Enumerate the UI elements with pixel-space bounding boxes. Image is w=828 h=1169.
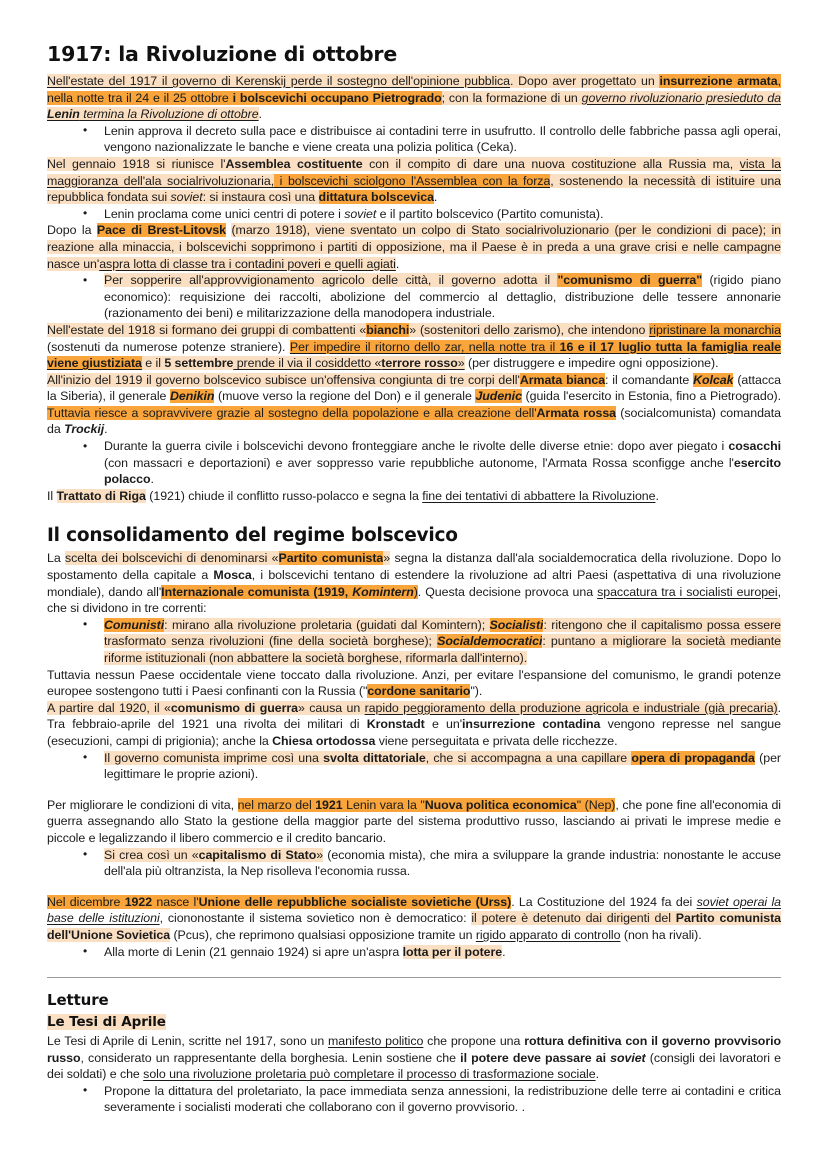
highlight-light: Nell'estate del 1918 si formano dei gruppi di combattenti « bbox=[47, 322, 367, 337]
list-item: • Alla morte di Lenin (21 gennaio 1924) si apre un'aspra lotta per il potere. bbox=[47, 944, 781, 961]
bullet-list bbox=[47, 206, 781, 223]
highlight-light: A partire dal 1920, il « bbox=[47, 700, 171, 715]
highlight-light: » bbox=[316, 847, 324, 862]
highlight-strong: Internazionale comunista (1919, bbox=[161, 584, 353, 599]
section-divider bbox=[47, 977, 781, 978]
bold-term: Chiesa ortodossa bbox=[272, 733, 376, 748]
highlight-light: : puntano a migliorare la società mediante riforme istituzionali (non abbattere la società borghese, riformarla dall'interno). bbox=[104, 634, 781, 665]
paragraph-p6: Il Trattato di Riga (1921) chiude il conflitto russo-polacco e segna la fine dei tentativi di abbattere la Rivoluzione. bbox=[47, 488, 659, 503]
highlight-strong: bianchi bbox=[366, 322, 410, 337]
paragraph-p12: Le Tesi di Aprile di Lenin, scritte nel 1917, sono un manifesto politico che propone una rottura definitiva con il governo provvisorio russo, considerato un rappresentante della borghesia. Lenin sostiene che il potere deve passare ai soviet (consigli dei lavoratori e dei soldati) e che solo una rivoluzione proletaria può completare il processo di trasformazione sociale. bbox=[47, 1034, 781, 1082]
paragraph-p11: Nel dicembre 1922 nasce l'Unione delle repubbliche socialiste sovietiche (Urss). La Costituzione del 1924 fa dei soviet operai la base delle istituzioni, ciononostante il sistema sovietico non è democratico: il potere è detenuto dai dirigenti del Partito comunista dell'Unione Sovietica (Pcus), che reprimono qualsiasi opposizione tramite un rigido apparato di controllo (non ha rivali). bbox=[47, 894, 782, 942]
section-heading-letture: Letture bbox=[47, 991, 109, 1010]
section-heading-consolidamento: Il consolidamento del regime bolscevico bbox=[47, 525, 458, 547]
highlight-light: Assemblea costituente bbox=[225, 156, 363, 171]
highlight-light: Nell'estate del 1917 il governo di Kerenskij perde il sostegno dell'opinione pubblica bbox=[47, 74, 511, 88]
highlight-light: scelta dei bolscevichi di denominarsi « bbox=[65, 551, 279, 566]
highlight-strong: , nella notte tra il 24 e il 25 ottobre bbox=[47, 74, 781, 105]
list-item: • Lenin approva il decreto sulla pace e distribuisce ai contadini terre in usufrutto. Il controllo delle fabbriche passa agli operai, vengono nazionalizzate le banche e viene creata una polizia politica (Ceka). bbox=[47, 123, 781, 156]
highlight-light: capitalismo di Stato bbox=[198, 847, 317, 862]
list-item: • Per sopperire all'approvvigionamento agricolo delle città, il governo adotta il "comunismo di guerra" (rigido piano economico): requisizione dei raccolti, abolizione del commercio al dettaglio, distribuzione delle tessere annonarie (razionamento dei beni) e militarizzazione della manodopera industriale. bbox=[47, 272, 781, 322]
bullet-list bbox=[47, 847, 781, 880]
highlight-light: con il compito di dare una nuova costituzione alla Russia ma, bbox=[362, 156, 740, 171]
highlight-strong: i bolscevichi occupano Pietrogrado bbox=[232, 90, 442, 105]
highlight-light: Si crea così un « bbox=[104, 847, 199, 862]
highlight-light: Trattato di Riga bbox=[56, 488, 146, 503]
highlight-light: prende il via il cosiddetto « bbox=[233, 356, 382, 371]
highlight-light: vista la maggioranza dell'ala socialrivoluzionaria, bbox=[47, 156, 781, 188]
highlight-light: » causa un bbox=[297, 700, 365, 715]
list-item bbox=[47, 617, 781, 667]
page-title: 1917: la Rivoluzione di ottobre bbox=[47, 42, 398, 66]
list-item: • Durante la guerra civile i bolscevichi devono fronteggiare anche le rivolte delle diverse etnie: dopo aver piegato i cosacchi (con massacri e deportazioni) e aver soppresso varie repubbliche autonome, l'Armata Rossa sconfigge anche l'esercito polacco. bbox=[47, 438, 781, 488]
highlight-light: (marzo 1918), viene sventato un colpo di Stato socialrivoluzionario (per le condizioni di pace); in reazione alla minaccia, i bolscevichi sopprimono i partiti di opposizione, ma il Paese è in preda a una grave crisi e nelle campagne nasce un' bbox=[47, 223, 781, 271]
highlight-strong: Armata rossa bbox=[536, 405, 617, 420]
highlight-light: termina la Rivoluzione di ottobre bbox=[79, 107, 259, 122]
bullet-list bbox=[47, 944, 781, 961]
bold-term: cosacchi bbox=[728, 439, 781, 454]
highlight-strong: Partito comunista bbox=[278, 551, 384, 566]
highlight-strong: ) bbox=[413, 584, 418, 599]
highlight-light: e il bbox=[141, 356, 165, 371]
highlight-strong: Socialdemocratici bbox=[437, 634, 543, 649]
highlight-light: , che si accompagna a una capillare bbox=[425, 750, 632, 765]
bold-term: insurrezione contadina bbox=[462, 717, 601, 732]
highlight-strong: Tuttavia riesce a sopravvivere grazie al sostegno della popolazione e alla creazione dell' bbox=[47, 405, 537, 420]
highlight-light: rapido peggioramento della produzione agricola e industriale (già precaria) bbox=[364, 700, 778, 715]
highlight-strong: insurrezione armata bbox=[659, 74, 778, 88]
subsection-heading-tesi-aprile: Le Tesi di Aprile bbox=[47, 1014, 166, 1031]
highlight-light: » bbox=[457, 356, 465, 371]
bold-term: il potere deve passare ai bbox=[460, 1050, 611, 1065]
highlight-strong: nel marzo del bbox=[237, 797, 316, 812]
highlight-light: Per sopperire all'approvvigionamento agricolo delle città, il governo adotta il bbox=[104, 273, 558, 288]
paragraph-p9: A partire dal 1920, il «comunismo di guerra» causa un rapido peggioramento della produzione agricola e industriale (già precaria). Tra febbraio-aprile del 1921 una rivolta dei militari di Kronstadt e un'insurrezione contadina vengono represse nel sangue (esecuzioni, campi di prigionia); anche la Chiesa ortodossa viene perseguitata e privata delle ricchezze. bbox=[47, 700, 782, 748]
highlight-strong: opera di propaganda bbox=[631, 750, 755, 765]
subheading-wrap bbox=[47, 1012, 781, 1033]
highlight-light: , sostenendo la necessità di istituire una repubblica fondata sui bbox=[47, 173, 782, 205]
highlight-light: aspra lotta di classe tra i contadini poveri e quelli agiati bbox=[99, 256, 396, 271]
underline-phrase: manifesto politico bbox=[328, 1034, 424, 1049]
bullet-list bbox=[47, 617, 781, 667]
italic-term: soviet bbox=[344, 206, 377, 221]
highlight-light: : si instaura così una bbox=[202, 190, 319, 205]
highlight-light: 5 settembre bbox=[164, 356, 234, 371]
highlight-light: » (sostenitori dello zarismo), che intendono bbox=[409, 322, 650, 337]
bullet-list bbox=[47, 750, 781, 783]
list-item: • Si crea così un «capitalismo di Stato» (economia mista), che mira a sviluppare la grande industria: nonostante le accuse dell'ala più oltranzista, la Nep risolleva l'economia russa. bbox=[47, 847, 781, 880]
highlight-light: Partito comunista dell'Unione Sovietica bbox=[47, 911, 781, 942]
bullet-list bbox=[47, 123, 781, 156]
highlight-strong: i bolscevichi sciolgono l'Assemblea con la forza bbox=[274, 173, 551, 188]
paragraph-p2: Nel gennaio 1918 si riunisce l'Assemblea costituente con il compito di dare una nuova costituzione alla Russia ma, vista la maggioranza dell'ala socialrivoluzionaria, i bolscevichi sciolgono l'Assemblea con la forza, sostenendo la necessità di istituire una repubblica fondata sui soviet: si instaura così una dittatura bolscevica. bbox=[47, 156, 782, 205]
bullet-list bbox=[47, 272, 781, 322]
highlight-strong: nasce l' bbox=[152, 894, 199, 909]
paragraph-p4: Nell'estate del 1918 si formano dei gruppi di combattenti «bianchi» (sostenitori dello zarismo), che intendono ripristinare la monarchia (sostenuti da numerose potenze straniere). Per impedire il ritorno dello zar, nella notte tra il 16 e il 17 luglio tutta la famiglia reale viene giustiziata e il 5 settembre prende il via il cosiddetto «terrore rosso» (per distruggere e impedire ogni opposizione). bbox=[47, 322, 781, 371]
highlight-strong: Per impedire il ritorno dello zar, nella notte tra il bbox=[289, 339, 560, 354]
highlight-strong: Armata bianca bbox=[519, 372, 606, 387]
paragraph-p5: All'inizio del 1919 il governo bolscevico subisce un'offensiva congiunta di tre corpi dell'Armata bianca: il comandante Kolcak (attacca la Siberia), il generale Denikin (muove verso la regione del Don) e il generale Judenic (guida l'esercito in Estonia, fino a Pietrogrado). Tuttavia riesce a sopravvivere grazie al sostegno della popolazione e alla creazione dell'Armata rossa (socialcomunista) comandata da Trockij. bbox=[47, 372, 782, 437]
highlight-light: soviet bbox=[170, 190, 203, 205]
underline-phrase: rigido apparato di controllo bbox=[475, 927, 621, 942]
highlight-strong: cordone sanitario bbox=[367, 684, 471, 699]
highlight-light: terrore rosso bbox=[381, 356, 458, 371]
underline-phrase: spaccatura tra i socialisti europei bbox=[597, 584, 778, 599]
bold-term: Kronstadt bbox=[366, 717, 425, 732]
highlight-strong: Comunisti bbox=[104, 617, 165, 632]
highlight-light: lotta per il potere bbox=[402, 944, 503, 959]
underline-phrase: solo una rivoluzione proletaria può completare il processo di trasformazione sociale bbox=[143, 1067, 596, 1082]
list-item: • Lenin proclama come unici centri di potere i soviet e il partito bolscevico (Partito comunista). bbox=[47, 206, 781, 223]
highlight-light: : ritengono che il capitalismo possa essere trasformato senza rivoluzioni (fine della società borghese); bbox=[104, 617, 781, 649]
bold-term: Mosca bbox=[213, 568, 252, 583]
list-item: • Propone la dittatura del proletariato, la pace immediata senza annessioni, la redistribuzione delle terre ai contadini e critica severamente i socialisti moderati che collaborano con il governo provvisorio. . bbox=[47, 1083, 781, 1116]
highlight-strong: Nuova politica economica bbox=[424, 797, 577, 812]
highlight-strong: Nel dicembre bbox=[47, 894, 125, 909]
paragraph-p1: Nell'estate del 1917 il governo di Kerenskij perde il sostegno dell'opinione pubblica. Dopo aver progettato un insurrezione armata, nella notte tra il 24 e il 25 ottobre i bolscevichi occupano Pietrogrado; con la formazione di un governo rivoluzionario presieduto da Lenin termina la Rivoluzione di ottobre. bbox=[47, 74, 781, 122]
highlight-strong: Pace di Brest-Litovsk bbox=[96, 223, 226, 238]
highlight-strong: "comunismo di guerra" bbox=[557, 273, 703, 288]
highlight-strong: Komintern bbox=[352, 584, 414, 599]
bullet-list bbox=[47, 1083, 781, 1116]
highlight-strong: " (Nep) bbox=[576, 797, 616, 812]
highlight-light: comunismo di guerra bbox=[170, 700, 298, 715]
highlight-light: : mirano alla rivoluzione proletaria (guidati dal Komintern); bbox=[164, 617, 490, 632]
highlight-light: All'inizio del 1919 il governo bolscevico subisce un'offensiva congiunta di tre corpi dell' bbox=[47, 372, 520, 387]
paragraph-p3: Dopo la Pace di Brest-Litovsk (marzo 1918), viene sventato un colpo di Stato socialrivoluzionario (per le condizioni di pace); in reazione alla minaccia, i bolscevichi sopprimono i partiti di opposizione, ma il Paese è in preda a una grave crisi e nelle campagne nasce un'aspra lotta di classe tra i contadini poveri e quelli agiati. bbox=[47, 223, 781, 271]
italic-term: Trockij bbox=[64, 422, 105, 437]
highlight-light: ; con la formazione di un bbox=[441, 90, 582, 105]
highlight-strong: Socialisti bbox=[489, 617, 544, 632]
paragraph-p7: La scelta dei bolscevichi di denominarsi «Partito comunista» segna la distanza dall'ala socialdemocratica della rivoluzione. Dopo lo spostamento della capitale a Mosca, i bolscevichi tentano di estendere la rivoluzione ad altri Paesi (aspettativa di una rivoluzione mondiale), dando all'Internazionale comunista (1919, Komintern). Questa decisione provoca una spaccatura tra i socialisti europei, che si dividono in tre correnti: bbox=[47, 551, 782, 616]
bold-term: rottura definitiva con il governo provvisorio russo bbox=[47, 1034, 781, 1065]
list-item: • Il governo comunista imprime così una svolta dittatoriale, che si accompagna a una capillare opera di propaganda (per legittimare le proprie azioni). bbox=[47, 750, 781, 783]
paragraph-p10: Per migliorare le condizioni di vita, nel marzo del 1921 Lenin vara la "Nuova politica economica" (Nep), che pone fine all'economia di guerra assegnando allo Stato la gestione della maggior parte del sistema produttivo russo, lasciando ai privati le imprese medie e piccole e legalizzando il libero commercio e il credito bancario. bbox=[47, 797, 781, 845]
highlight-light: Lenin bbox=[47, 107, 80, 122]
highlight-strong: Denikin bbox=[170, 389, 215, 404]
highlight-strong: dittatura bolscevica bbox=[318, 190, 434, 205]
highlight-strong: 16 e il 17 luglio tutta la famiglia reale viene giustiziata bbox=[47, 339, 781, 371]
highlight-strong: 1922 bbox=[124, 894, 153, 909]
highlight-light: il potere è detenuto dai dirigenti del bbox=[471, 911, 676, 926]
highlight-strong: Kolcak bbox=[693, 372, 734, 387]
highlight-light: » bbox=[383, 551, 391, 566]
highlight-light: governo rivoluzionario presieduto da bbox=[581, 90, 781, 105]
bold-term: esercito polacco bbox=[104, 455, 781, 487]
bullet-list bbox=[47, 438, 781, 488]
highlight-light: . Dopo aver progettato un bbox=[510, 74, 660, 88]
paragraph-p8: Tuttavia nessun Paese occidentale viene toccato dalla rivoluzione. Anzi, per evitare l'espansione del comunismo, le grandi potenze europee sostengono tutti i Paesi confinanti con la Russia ("cordone sanitario"). bbox=[47, 667, 781, 699]
highlight-strong: 1921 bbox=[315, 797, 343, 812]
highlight-light: Il governo comunista imprime così una bbox=[104, 750, 324, 765]
italic-term: soviet operai la base delle istituzioni bbox=[47, 894, 782, 926]
highlight-strong: ripristinare la monarchia bbox=[649, 322, 781, 337]
highlight-strong: Lenin vara la " bbox=[342, 797, 425, 812]
bold-italic-term: soviet bbox=[610, 1050, 646, 1065]
highlight-strong: Unione delle repubbliche socialiste sovietiche (Urss) bbox=[198, 894, 512, 909]
underline-phrase: fine dei tentativi di abbattere la Rivoluzione bbox=[422, 488, 656, 503]
highlight-strong: Judenic bbox=[475, 389, 522, 404]
highlight-light: svolta dittatoriale bbox=[323, 750, 426, 765]
highlight-light: Nel gennaio 1918 si riunisce l' bbox=[47, 156, 226, 171]
